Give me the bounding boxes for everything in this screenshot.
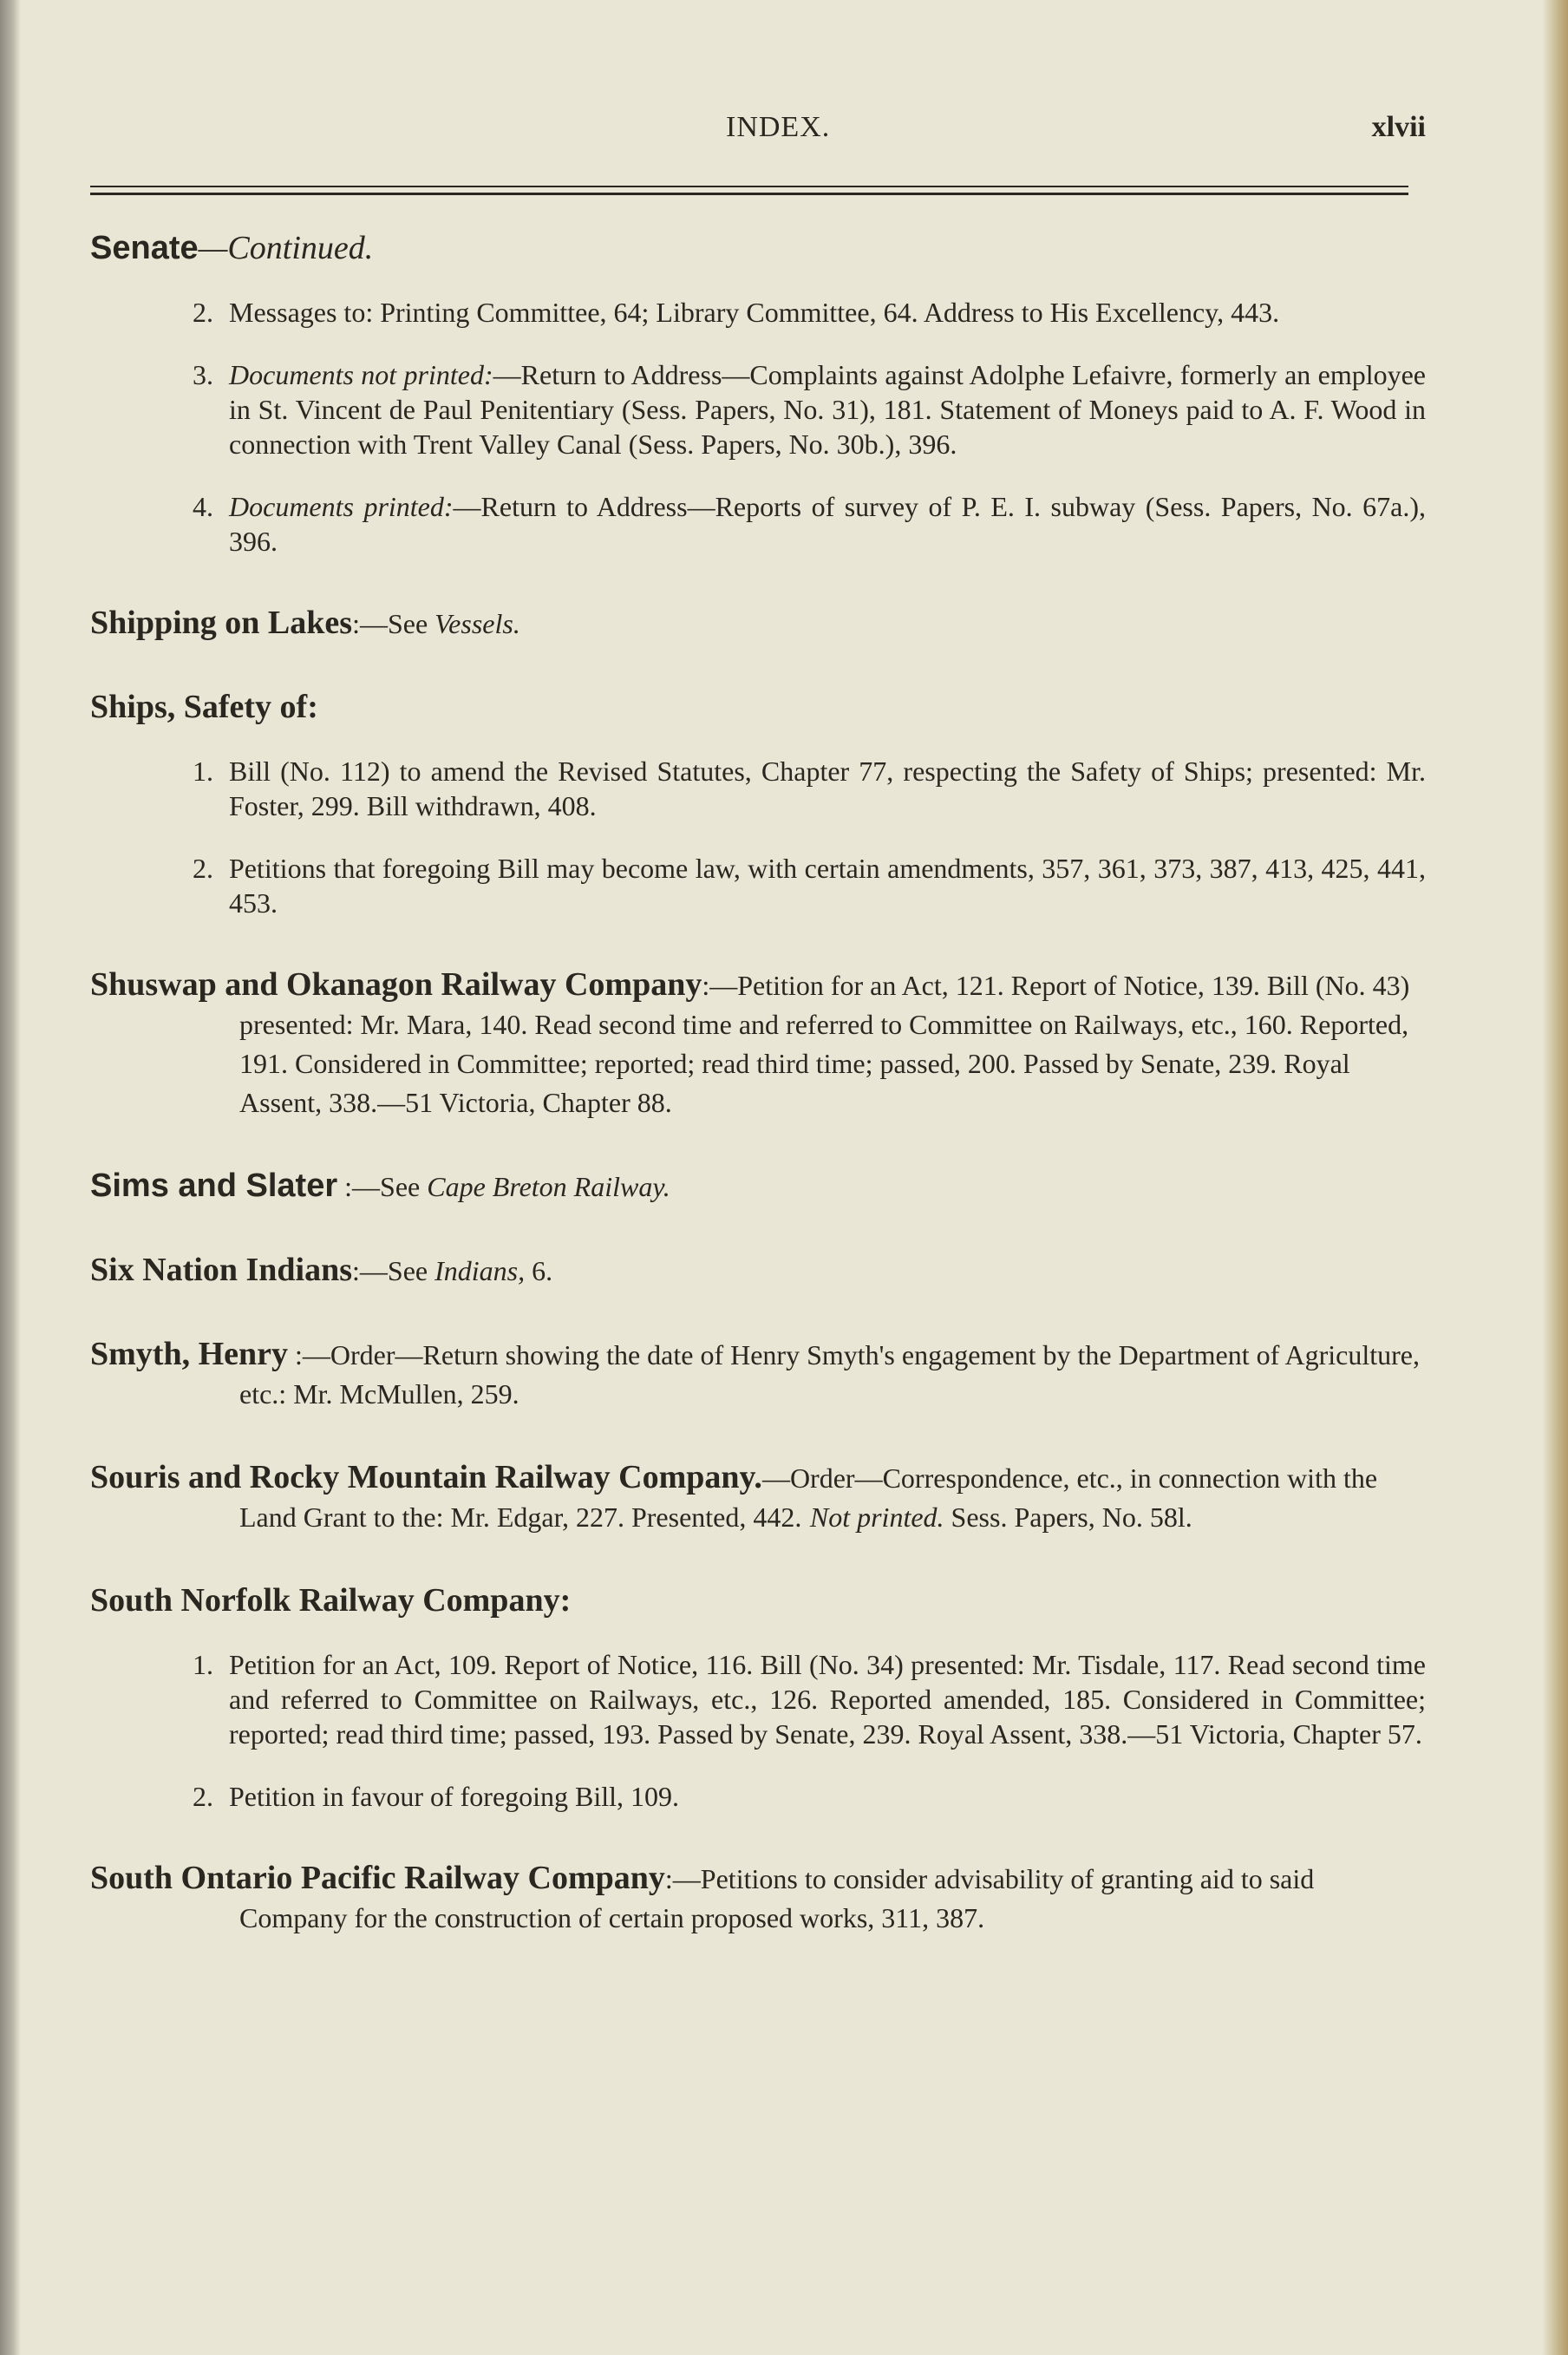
sub-entry — [90, 754, 1426, 823]
sub-entry-text: Petition for an Act, 109. Report of Notice, 116. Bill (No. 34) presented: Mr. Tisdale, 117. Read second time and referred to Committee on Railways, etc., 126. Reported amended, 185. Considered in Committee; reported; read third time; passed, 193. Passed by Senate, 239. Royal Assent, 338.—51 Victoria, Chapter 57. — [229, 1649, 1426, 1750]
index-entry-souris-rocky-mountain — [90, 1458, 1426, 1536]
sub-entry-number: 2. — [193, 853, 213, 884]
entry-suffix: —Continued. — [198, 230, 374, 266]
entry-separator: : — [559, 1582, 572, 1619]
header-rule-thick — [90, 193, 1408, 195]
entry-heading: Smyth, Henry — [90, 1336, 288, 1372]
entry-separator: : — [307, 689, 318, 725]
sub-entry-text: Petitions that foregoing Bill may become law, with certain amendments, 357, 361, 373, 387, 413, 425, 441, 453. — [229, 853, 1426, 919]
index-entry-south-norfolk — [90, 1581, 1426, 1814]
sub-entry — [90, 489, 1426, 559]
index-entry-six-nation-indians — [90, 1251, 1426, 1290]
header-rule-thin — [90, 186, 1408, 187]
index-entry-south-ontario-pacific — [90, 1859, 1426, 1937]
sub-entry-text: —Return to Address—Reports of survey of P. E. I. subway (Sess. Papers, No. 67a.), 396. — [229, 491, 1427, 557]
entry-heading: Souris and Rocky Mountain Railway Company. — [90, 1459, 762, 1495]
sub-entry-lead: Documents not printed: — [229, 359, 493, 390]
sub-entry-text: Messages to: Printing Committee, 64; Library Committee, 64. Address to His Excellency, 443. — [229, 297, 1280, 328]
index-page — [90, 0, 1426, 2355]
sub-entry-number: 1. — [193, 1649, 213, 1680]
entry-text: Petitions to consider advisability of granting aid to said Company for the construction of certain proposed works, 311, 387. — [239, 1863, 1315, 1933]
sub-entry — [90, 1779, 1426, 1814]
entry-separator: :—See — [352, 608, 435, 639]
entry-cross-reference: Indians, — [434, 1255, 526, 1286]
sub-entry-text: Petition in favour of foregoing Bill, 109. — [229, 1781, 680, 1812]
entry-heading: Ships, Safety of — [90, 689, 308, 725]
index-entry-shuswap — [90, 965, 1426, 1122]
sub-entry-text: —Return to Address—Complaints against Adolphe Lefaivre, formerly an employee in St. Vincent de Paul Penitentiary (Sess. Papers, No. 31), 181. Statement of Moneys paid to A. F. Wood in connection with Trent Valley Canal (Sess. Papers, No. 30b.), 396. — [229, 359, 1427, 460]
sub-entry-number: 1. — [193, 756, 213, 787]
sub-entry-number: 3. — [193, 359, 213, 390]
sub-entry-number: 2. — [193, 1781, 213, 1812]
sub-entry — [90, 357, 1426, 461]
sub-entry — [90, 851, 1426, 920]
entry-heading: Shipping on Lakes — [90, 605, 353, 641]
entry-separator: :— — [288, 1339, 330, 1370]
entry-text: Order—Correspondence, etc., in connection with the Land Grant to the: Mr. Edgar, 227. Presented, 442. — [239, 1462, 1378, 1533]
entry-separator: :— — [702, 970, 738, 1001]
index-entry-sims-slater — [90, 1167, 1426, 1206]
entry-heading: Shuswap and Okanagon Railway Company — [90, 966, 702, 1003]
entry-heading: Six Nation Indians — [90, 1252, 353, 1288]
entry-tail: Sess. Papers, No. 58l. — [944, 1501, 1192, 1533]
entry-italic-note: Not printed. — [809, 1501, 944, 1533]
entry-separator: — — [761, 1462, 790, 1494]
entry-text: Order—Return showing the date of Henry Smyth's engagement by the Department of Agriculture, etc.: Mr. McMullen, 259. — [239, 1339, 1420, 1410]
index-entry-shipping-on-lakes — [90, 604, 1426, 643]
entry-cross-reference: Cape Breton Railway. — [427, 1171, 670, 1202]
sub-entry-text: Bill (No. 112) to amend the Revised Statutes, Chapter 77, respecting the Safety of Ships; presented: Mr. Foster, 299. Bill withdrawn, 408. — [229, 756, 1426, 821]
sub-entry-number: 2. — [193, 297, 213, 328]
sub-entry — [90, 295, 1426, 330]
page-title: INDEX. — [726, 111, 831, 143]
page-header — [90, 111, 1426, 154]
entry-separator: :— — [664, 1863, 701, 1894]
entry-cross-reference-number: 6. — [525, 1255, 553, 1286]
index-entries — [90, 229, 1426, 1982]
sub-entry — [90, 1647, 1426, 1751]
entry-heading: Senate — [90, 230, 199, 266]
index-entry-senate — [90, 229, 1426, 559]
page-edge — [1542, 0, 1568, 2355]
sub-entry-lead: Documents printed: — [229, 491, 454, 522]
index-entry-smyth-henry — [90, 1335, 1426, 1413]
entry-heading: South Ontario Pacific Railway Company — [90, 1860, 665, 1896]
entry-text: Petition for an Act, 121. Report of Notice, 139. Bill (No. 43) presented: Mr. Mara, 140. Read second time and referred to Committee on Railways, etc., 160. Reported, 191. Considered in Committee; reported; read third time; passed, 200. Passed by Senate, 239. Royal Assent, 338.—51 Victoria, Chapter 88. — [239, 970, 1410, 1118]
book-spine-shadow — [0, 0, 21, 2355]
entry-cross-reference: Vessels. — [434, 608, 520, 639]
sub-entry-number: 4. — [193, 491, 213, 522]
entry-heading: Sims and Slater — [90, 1168, 338, 1204]
page-number: xlvii — [1371, 111, 1426, 143]
entry-heading: South Norfolk Railway Company — [90, 1582, 560, 1619]
index-entry-ships-safety — [90, 688, 1426, 920]
entry-separator: :—See — [352, 1255, 435, 1286]
entry-separator: :—See — [337, 1171, 428, 1202]
